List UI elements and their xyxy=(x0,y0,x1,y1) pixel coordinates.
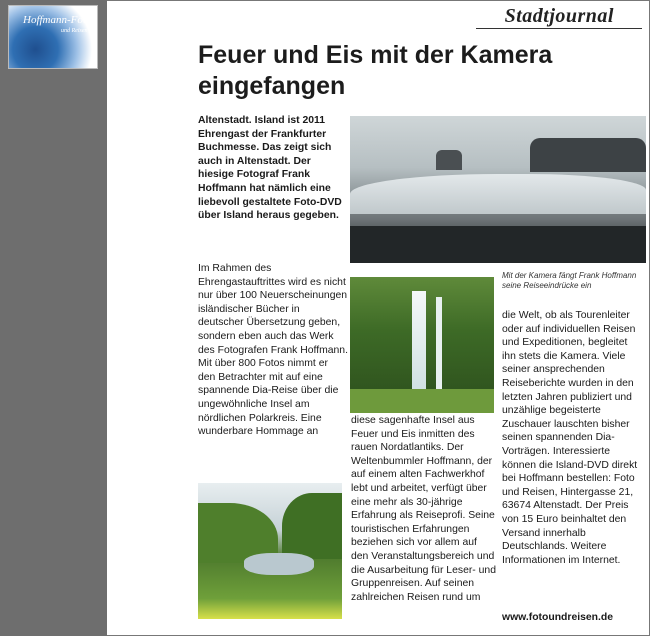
logo-sub: und Reisen xyxy=(61,28,88,34)
masthead xyxy=(476,2,642,30)
lake-photo xyxy=(198,483,342,619)
masthead-title: Stadtjournal xyxy=(504,5,614,27)
photo-hill xyxy=(282,493,342,559)
article-column-2: diese sagenhafte Insel aus Feuer und Eis inmitten des rauen Nordatlantiks. Der Weltenbummler Hoffmann, der auf einem alten Fachwerkhof lebt und arbeitet, verfügt über eine mehr als 30-jährige Erfahrung als Reiseprofi. Seine touristischen Erfahrungen beziehen sich vor allem auf den Veranstaltungsbereich und die Ausarbeitung für Leser- und Gruppenreisen. Auf seinen zahlreichen Reisen rund um xyxy=(351,415,496,603)
website-link[interactable]: www.fotoundreisen.de xyxy=(502,612,614,623)
photo-waterfall xyxy=(412,291,426,395)
coast-photo xyxy=(350,116,646,263)
photo-rock xyxy=(436,150,462,170)
photo-caption: Mit der Kamera fängt Frank Hoffmann seine Reiseeindrücke ein xyxy=(502,271,637,290)
logo-brand: Hoffmann-Foto xyxy=(23,14,92,26)
photo-wave xyxy=(350,174,646,214)
waterfall-photo xyxy=(350,277,494,413)
photo-rock xyxy=(530,138,646,172)
article-title: Feuer und Eis mit der Kamera eingefangen xyxy=(198,41,553,100)
article-column-3: die Welt, ob als Tourenleiter oder auf individuellen Reisen und Expeditionen, begleitet ihn stets die Kamera. Viele seiner ansprechenden Reiseberichte wurden in den letzten Jahren publiziert und unzählige begeisterte Zuschauer lauschten bisher seinen spannenden Dia-Vorträgen. Interessierte können die Island-DVD direkt bei Hoffmann bestellen: Foto und Reisen, Hintergasse 21, 63674 Altenstadt. Der Preis von 15 Euro beinhaltet den Versand innerhalb Deutschlands. Weitere Informationen im Internet. xyxy=(502,310,638,566)
photo-waterfall xyxy=(436,297,442,393)
hoffmann-foto-logo[interactable] xyxy=(8,5,98,69)
masthead-rule xyxy=(476,28,642,29)
sidebar xyxy=(0,0,107,636)
photo-beach xyxy=(350,226,646,263)
article-column-1: Im Rahmen des Ehrengastauftrittes wird es nicht nur über 100 Neuerscheinungen isländischer Bücher in deutscher Übersetzung geben, sondern eben auch das Werk des Fotografen Frank Hoffmann. Mit über 800 Fotos nimmt er den Betrachter mit auf eine spannende Dia-Reise über die ungewöhnliche Insel am nördlichen Polarkreis. Eine wunderbare Hommage an xyxy=(198,263,348,438)
photo-ground xyxy=(350,389,494,413)
article-lead: Altenstadt. Island ist 2011 Ehrengast der Frankfurter Buchmesse. Das zeigt sich auch in Altenstadt. Der hiesige Fotograf Frank Hoffmann hat nämlich eine liebevoll gestaltete Foto-DVD über Island heraus gegeben. xyxy=(198,115,342,222)
photo-water xyxy=(244,553,314,575)
